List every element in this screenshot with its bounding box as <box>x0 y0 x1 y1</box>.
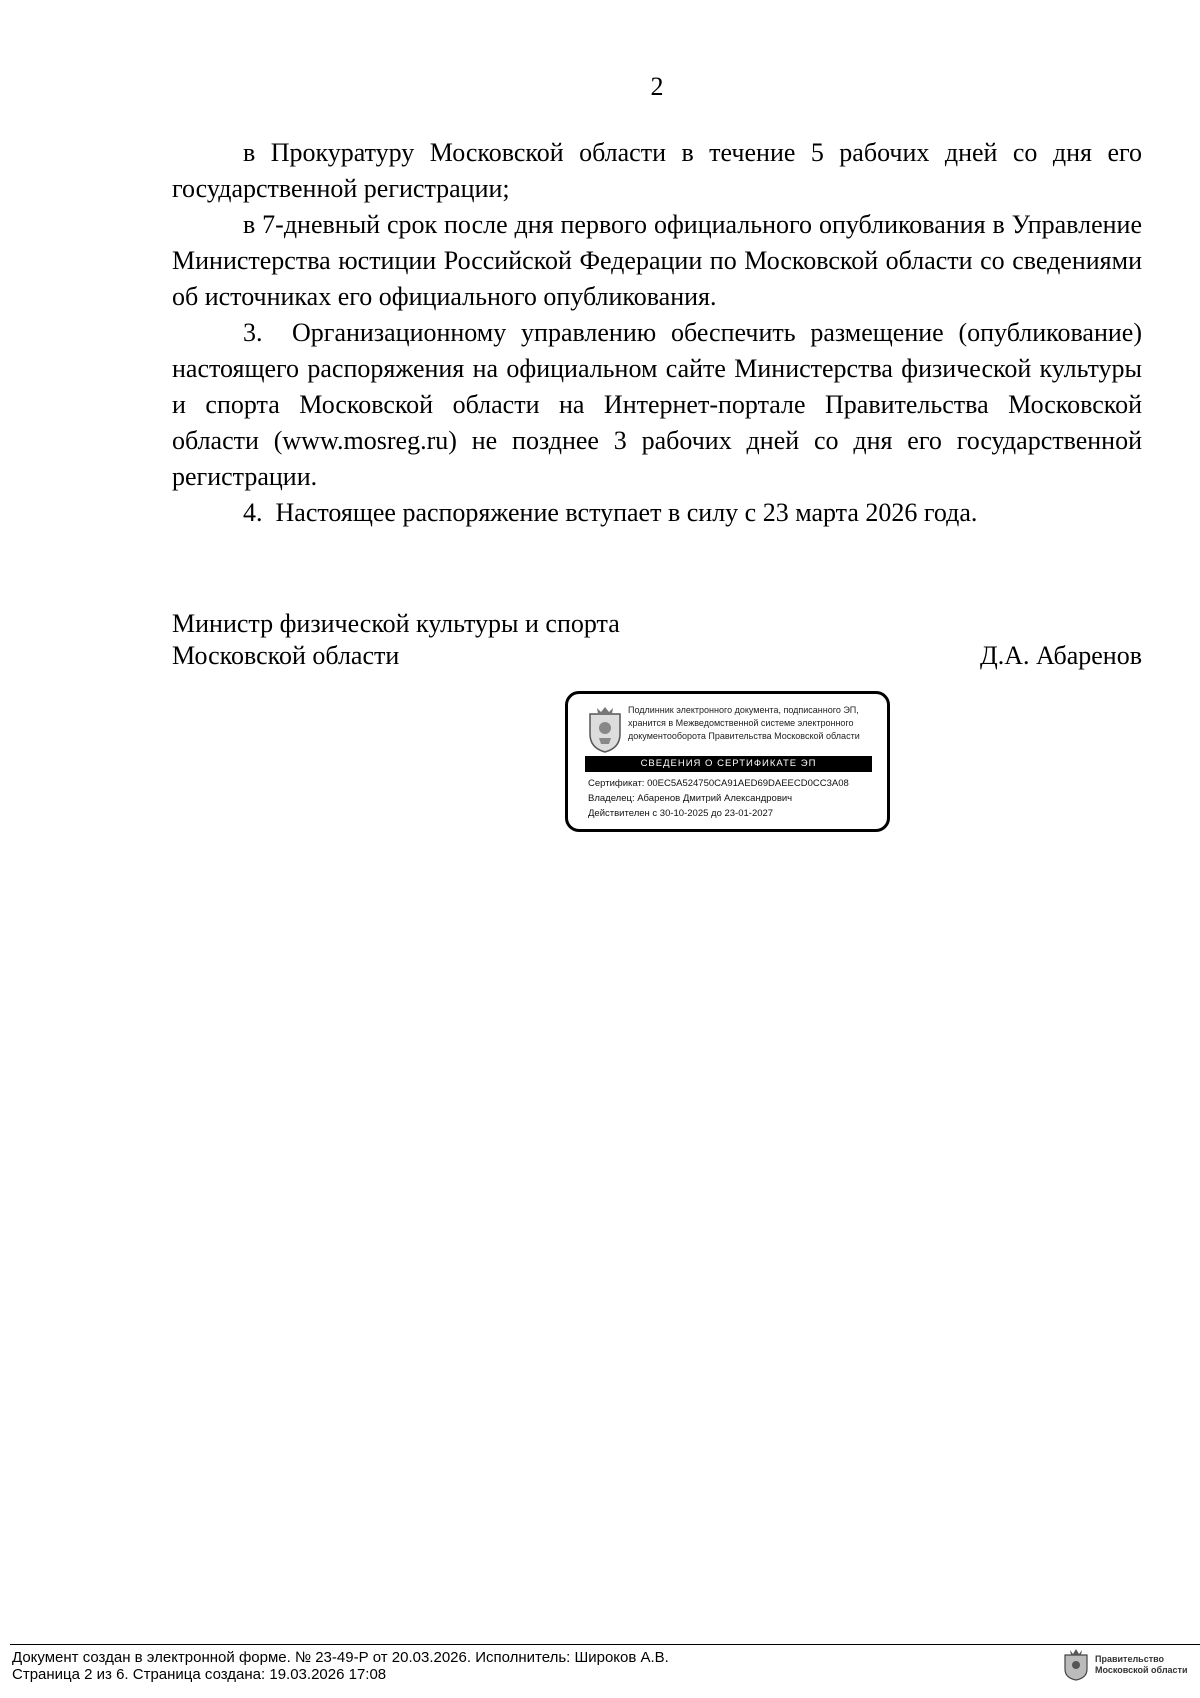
signature-block <box>172 608 1142 672</box>
footer-divider <box>10 1644 1200 1645</box>
footer-org-line2: Московской области <box>1095 1665 1188 1675</box>
stamp-header-line: хранится в Межведомственной системе электронного <box>628 718 854 728</box>
document-body <box>172 135 1142 531</box>
footer-line-document: Документ создан в электронной форме. № 23-49-Р от 20.03.2026. Исполнитель: Широков А.В. <box>12 1649 669 1666</box>
footer-organization <box>1095 1654 1188 1676</box>
footer-org-line1: Правительство <box>1095 1654 1165 1664</box>
paragraph-prosecutor: в Прокуратуру Московской области в течение 5 рабочих дней со дня его государственной регистрации; <box>172 138 1142 203</box>
stamp-header-line: Подлинник электронного документа, подписанного ЭП, <box>628 705 859 715</box>
signatory-position-line2: Московской области <box>172 641 400 670</box>
footer-line-page: Страница 2 из 6. Страница создана: 19.03.2026 17:08 <box>12 1666 387 1683</box>
electronic-signature-stamp <box>565 691 890 832</box>
government-logo-icon <box>1062 1647 1090 1681</box>
signatory-name: Д.А. Абаренов <box>980 641 1142 670</box>
coat-of-arms-icon <box>585 704 625 754</box>
certificate-validity: Действителен с 30-10-2025 до 23-01-2027 <box>588 808 774 819</box>
footer-info <box>12 1649 669 1683</box>
page-number: 2 <box>650 72 664 101</box>
paragraph-item-3: 3. Организационному управлению обеспечить размещение (опубликование) настоящего распоряжения на официальном сайте Министерства физической культуры и спорта Московской области на Интернет-портале Правительства Московской области (www.mosreg.ru) не позднее 3 рабочих дней со дня его государственной регистрации. <box>172 318 1142 491</box>
certificate-details <box>588 776 883 821</box>
certificate-number: Сертификат: 00EC5A524750CA91AED69DAEECD0CC3A08 <box>588 778 849 789</box>
stamp-header <box>628 704 878 743</box>
certificate-info-bar: СВЕДЕНИЯ О СЕРТИФИКАТЕ ЭП <box>585 756 872 772</box>
stamp-header-line: документооборота Правительства Московской области <box>628 731 860 741</box>
paragraph-item-4: 4. Настоящее распоряжение вступает в силу с 23 марта 2026 года. <box>243 498 978 527</box>
signatory-position-line1: Министр физической культуры и спорта <box>172 609 620 638</box>
paragraph-justice-ministry: в 7-дневный срок после дня первого официального опубликования в Управление Министерства юстиции Российской Федерации по Московской области со сведениями об источниках его официального опубликования. <box>172 210 1142 311</box>
certificate-owner: Владелец: Абаренов Дмитрий Александрович <box>588 793 793 804</box>
